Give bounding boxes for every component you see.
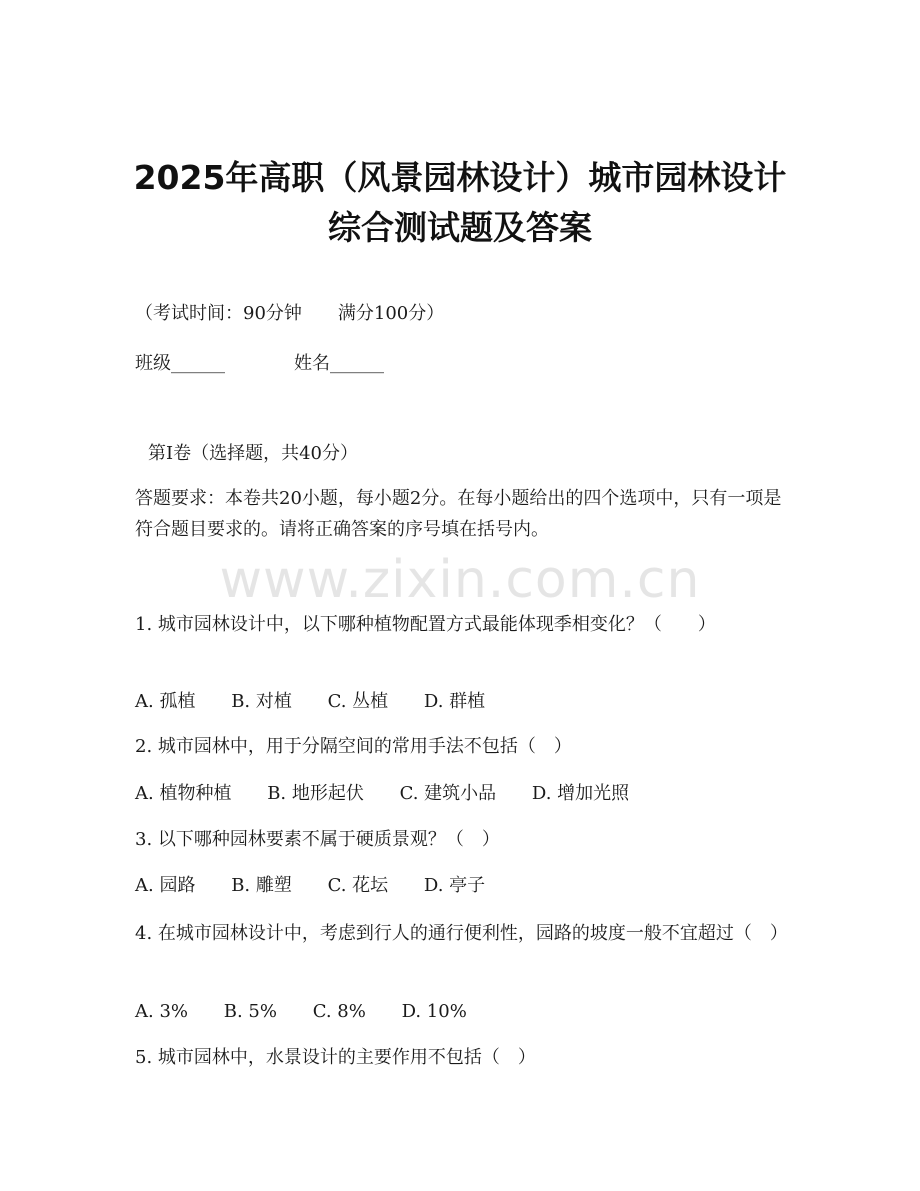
option-d: D. 亭子 (423, 875, 486, 896)
class-field-label: 班级______ (135, 353, 225, 374)
section-heading: 第I卷（选择题，共40分） (148, 443, 359, 464)
answer-instructions: 答题要求：本卷共20小题，每小题2分。在每小题给出的四个选项中，只有一项是符合题目要求的。请将正确答案的序号填在括号内。 (135, 488, 782, 540)
option-b: B. 地形起伏 (267, 783, 364, 804)
option-c: C. 8% (312, 1001, 366, 1022)
option-d: D. 10% (401, 1001, 467, 1022)
document-title-line-2: 综合测试题及答案 (328, 208, 592, 247)
question-5: 5. 城市园林中，水景设计的主要作用不包括（ ） (135, 1047, 536, 1068)
option-c: C. 建筑小品 (399, 783, 497, 804)
option-c: C. 花坛 (327, 875, 389, 896)
question-4-options (135, 1000, 467, 1024)
option-c: C. 丛植 (327, 691, 389, 712)
question-4: 4. 在城市园林设计中，考虑到行人的通行便利性，园路的坡度一般不宜超过（ ） (135, 923, 788, 944)
name-field-label: 姓名______ (294, 353, 384, 374)
option-d: D. 增加光照 (531, 783, 630, 804)
option-d: D. 群植 (423, 691, 486, 712)
watermark: www.zixin.com.cn (219, 550, 701, 610)
question-3-options (135, 874, 485, 898)
question-1-options (135, 690, 485, 714)
document-title-line-1: 2025年高职（风景园林设计）城市园林设计 (133, 158, 787, 197)
option-b: B. 5% (223, 1001, 277, 1022)
question-2-options (135, 782, 629, 806)
option-b: B. 对植 (231, 691, 292, 712)
exam-info: （考试时间：90分钟 满分100分） (135, 303, 445, 324)
question-3: 3. 以下哪种园林要素不属于硬质景观？（ ） (135, 829, 500, 850)
option-a: A. 园路 (135, 875, 196, 896)
option-a: A. 3% (135, 1001, 188, 1022)
question-1: 1. 城市园林设计中，以下哪种植物配置方式最能体现季相变化？（ ） (135, 614, 716, 635)
question-2: 2. 城市园林中，用于分隔空间的常用手法不包括（ ） (135, 736, 572, 757)
option-a: A. 植物种植 (135, 783, 232, 804)
option-a: A. 孤植 (135, 691, 196, 712)
option-b: B. 雕塑 (231, 875, 292, 896)
